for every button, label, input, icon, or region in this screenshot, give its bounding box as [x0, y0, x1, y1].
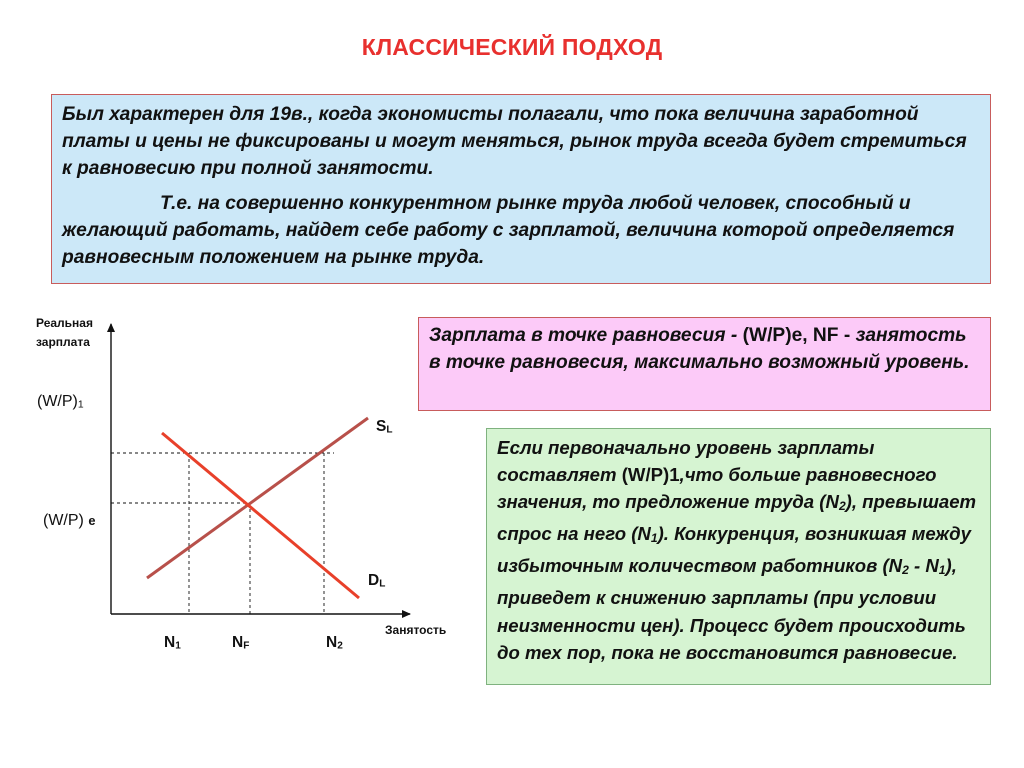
demand-label: $D_L$	[368, 572, 386, 590]
intro-paragraph-1: Был характерен для 19в., когда экономисты полагали, что пока величина заработной платы и цены не фиксированы и могут меняться, рынок труда всегда будет стремиться к равновесию при полной занятости.	[62, 104, 967, 179]
explanation-text-5: - N	[908, 555, 939, 577]
supply-curve	[147, 418, 368, 578]
wp1-label: $(W/P)_1$	[37, 393, 84, 411]
explanation-sub: 1	[938, 563, 946, 578]
explanation-sub: 2	[838, 499, 846, 514]
explanation-text-6: ), приведет к снижению зарплаты (при условии неизменности цен). Процесс будет происходить до тех пор, пока не восстановится равновесие.	[497, 555, 966, 663]
nf-label: $N_F$	[232, 634, 250, 652]
explanation-text-2: ,что больше равновесного значения, то предложение труда (N	[497, 464, 937, 513]
wpe-label: (W/P) e	[43, 512, 96, 529]
explanation-sub: 1	[650, 531, 658, 546]
y-axis-label	[36, 314, 93, 352]
n2-label: $N_2$	[326, 634, 343, 652]
explanation-text-3: ), превышает спрос на него (N	[497, 491, 977, 545]
n1-label: $N_1$	[164, 634, 181, 652]
page-title: КЛАССИЧЕСКИЙ ПОДХОД	[361, 34, 663, 60]
equilibrium-text-1: Зарплата в точке равновесия -	[429, 325, 743, 346]
y-axis-label-line-2: зарплата	[36, 335, 90, 349]
equilibrium-formula: (W/P)e, NF -	[742, 325, 856, 346]
explanation-text-1: Если первоначально уровень зарплаты составляет	[497, 437, 875, 486]
intro-paragraph-2: Т.е. на совершенно конкурентном рынке труда любой человек, способный и желающий работать, найдет себе работу с зарплатой, величина которой определяется равновесным положением на рынке труда.	[62, 193, 955, 268]
supply-label: $S_L$	[376, 418, 393, 436]
intro-box	[51, 94, 991, 284]
x-axis-label: Занятость	[385, 623, 447, 637]
explanation-text-4: ). Конкуренция, возникшая между избыточным количеством работников (N	[497, 523, 971, 577]
explanation-box	[486, 428, 991, 685]
explanation-wp1: (W/P)1	[621, 464, 680, 486]
equilibrium-box	[418, 317, 991, 411]
equilibrium-text-2: занятость в точке равновесия, максимально возможный уровень.	[429, 325, 970, 373]
demand-curve	[162, 433, 359, 598]
explanation-sub: 2	[902, 563, 909, 578]
y-axis-label-line-1: Реальная	[36, 316, 93, 330]
